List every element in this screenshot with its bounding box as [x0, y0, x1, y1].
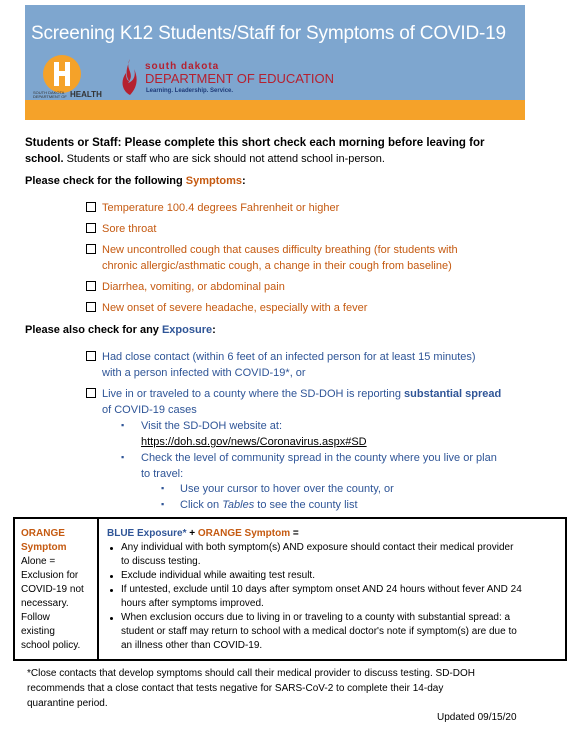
footnote-line-1: *Close contacts that develop symptoms should call their medical provider to discuss testing. SD-DOH: [27, 668, 475, 679]
doh-health-text: HEALTH: [70, 90, 102, 99]
banner-orange-stripe: [25, 100, 525, 120]
intro-bold2: school.: [25, 153, 64, 165]
symptoms-heading-suffix: :: [242, 175, 246, 187]
left-line-2: Exclusion for: [21, 570, 79, 581]
checkbox-cough[interactable]: [86, 244, 96, 254]
square-bullet-icon: ▪: [161, 483, 165, 493]
check-level-line1: Check the level of community spread in the county where you live or plan: [141, 452, 497, 464]
intro-bold: Students or Staff: Please complete this short check each morning before leaving for: [25, 137, 485, 149]
doh-h-icon: [53, 60, 71, 88]
table-divider: [97, 519, 99, 659]
left-line-3: COVID-19 not: [21, 584, 84, 595]
heading-equals: =: [290, 528, 299, 539]
square-bullet-icon: ▪: [161, 499, 165, 509]
visit-website-text: Visit the SD-DOH website at:: [141, 420, 283, 432]
exposure-heading-word: Exposure: [161, 324, 213, 336]
table-right-heading: [107, 527, 299, 541]
footnote-line-2: recommends that a close contact that tests negative for SARS-CoV-2 to complete their 14-day: [27, 683, 444, 694]
symptom-temperature: Temperature 100.4 degrees Fahrenheit or higher: [102, 202, 340, 214]
header-banner: [25, 5, 525, 120]
exposure-travel-line1: [102, 386, 501, 402]
doh-website-link[interactable]: https://doh.sd.gov/news/Coronavirus.aspx#SD: [141, 436, 367, 448]
updated-date: Updated 09/15/20: [437, 712, 517, 723]
symptom-cough-line1: New uncontrolled cough that causes difficulty breathing (for students with: [102, 244, 458, 256]
checkbox-close-contact[interactable]: [86, 351, 96, 361]
checkbox-sore-throat[interactable]: [86, 223, 96, 233]
left-line-4: necessary.: [21, 598, 69, 609]
bullet-icon: [110, 575, 113, 578]
doe-tagline: Learning. Leadership. Service.: [146, 88, 234, 94]
exposure-travel-line2: of COVID-19 cases: [102, 404, 197, 416]
substantial-spread-text: substantial spread: [404, 388, 502, 400]
left-line-5: Follow: [21, 612, 50, 623]
doh-small-text: SOUTH DAKOTA DEPARTMENT OF: [33, 90, 67, 99]
bullet-1-line-2: to discuss testing.: [121, 556, 201, 567]
bullet-icon: [110, 547, 113, 550]
symptom-cough-line2: chronic allergic/asthmatic cough, a change in their cough from baseline): [102, 260, 452, 272]
exposure-travel-text: Live in or traveled to a county where the SD-DOH is reporting: [102, 388, 405, 400]
checkbox-temperature[interactable]: [86, 202, 96, 212]
doe-state-text: south dakota: [145, 61, 220, 72]
heading-blue-exposure: BLUE Exposure*: [107, 528, 187, 539]
left-orange-2: Symptom: [21, 542, 67, 553]
exposure-heading-prefix: Please also check for any: [25, 324, 162, 336]
symptoms-heading: [25, 174, 246, 189]
square-bullet-icon: ▪: [121, 420, 125, 430]
checkbox-travel[interactable]: [86, 388, 96, 398]
exposure-heading: [25, 323, 216, 338]
bullet-4-line-2: student or staff may return to school with a medical doctor's note if symptom(s) are due to: [121, 626, 517, 637]
left-line-6: existing: [21, 626, 55, 637]
tables-italic: Tables: [222, 499, 255, 511]
intro-line2: [25, 152, 385, 167]
hover-county-text: Use your cursor to hover over the county, or: [180, 483, 394, 495]
tables-suffix: to see the county list: [254, 499, 358, 511]
symptom-sore-throat: Sore throat: [102, 223, 157, 235]
doh-logo: [33, 55, 102, 99]
exposure-close-contact-line1: Had close contact (within 6 feet of an infected person for at least 15 minutes): [102, 351, 476, 363]
checkbox-headache[interactable]: [86, 302, 96, 312]
footnote-line-3: quarantine period.: [27, 698, 108, 709]
bullet-1-line-1: Any individual with both symptom(s) AND exposure should contact their medical provider: [121, 542, 514, 553]
heading-plus: +: [186, 528, 198, 539]
intro-rest: Students or staff who are sick should not attend school in-person.: [63, 153, 385, 165]
page-title: Screening K12 Students/Staff for Symptoms of COVID-19: [31, 23, 506, 44]
flame-icon: [120, 57, 140, 97]
bullet-2-line-1: Exclude individual while awaiting test result.: [121, 570, 315, 581]
square-bullet-icon: ▪: [121, 452, 125, 462]
left-line-1: Alone =: [21, 556, 56, 567]
doe-department-text: DEPARTMENT OF EDUCATION: [145, 71, 334, 86]
heading-orange-symptom: ORANGE Symptom: [197, 528, 291, 539]
exposure-heading-suffix: :: [212, 324, 216, 336]
check-level-line2: to travel:: [141, 468, 184, 480]
exclusion-table: [13, 517, 567, 661]
left-line-7: school policy.: [21, 640, 81, 651]
symptoms-heading-word: Symptoms: [185, 175, 243, 187]
symptom-headache: New onset of severe headache, especially with a fever: [102, 302, 368, 314]
tables-text: [180, 497, 358, 513]
bullet-4-line-3: an illness other than COVID-19.: [121, 640, 263, 651]
bullet-3-line-1: If untested, exclude until 10 days after symptom onset AND 24 hours without fever AND 24: [121, 584, 522, 595]
bullet-icon: [110, 589, 113, 592]
bullet-3-line-2: hours after symptoms improved.: [121, 598, 264, 609]
exposure-close-contact-line2: with a person infected with COVID-19*, or: [102, 367, 306, 379]
symptom-diarrhea: Diarrhea, vomiting, or abdominal pain: [102, 281, 285, 293]
symptoms-heading-prefix: Please check for the following: [25, 175, 186, 187]
bullet-4-line-1: When exclusion occurs due to living in or traveling to a county with substantial spread: a: [121, 612, 511, 623]
left-orange-1: ORANGE: [21, 528, 65, 539]
bullet-icon: [110, 617, 113, 620]
checkbox-diarrhea[interactable]: [86, 281, 96, 291]
tables-prefix: Click on: [180, 499, 223, 511]
